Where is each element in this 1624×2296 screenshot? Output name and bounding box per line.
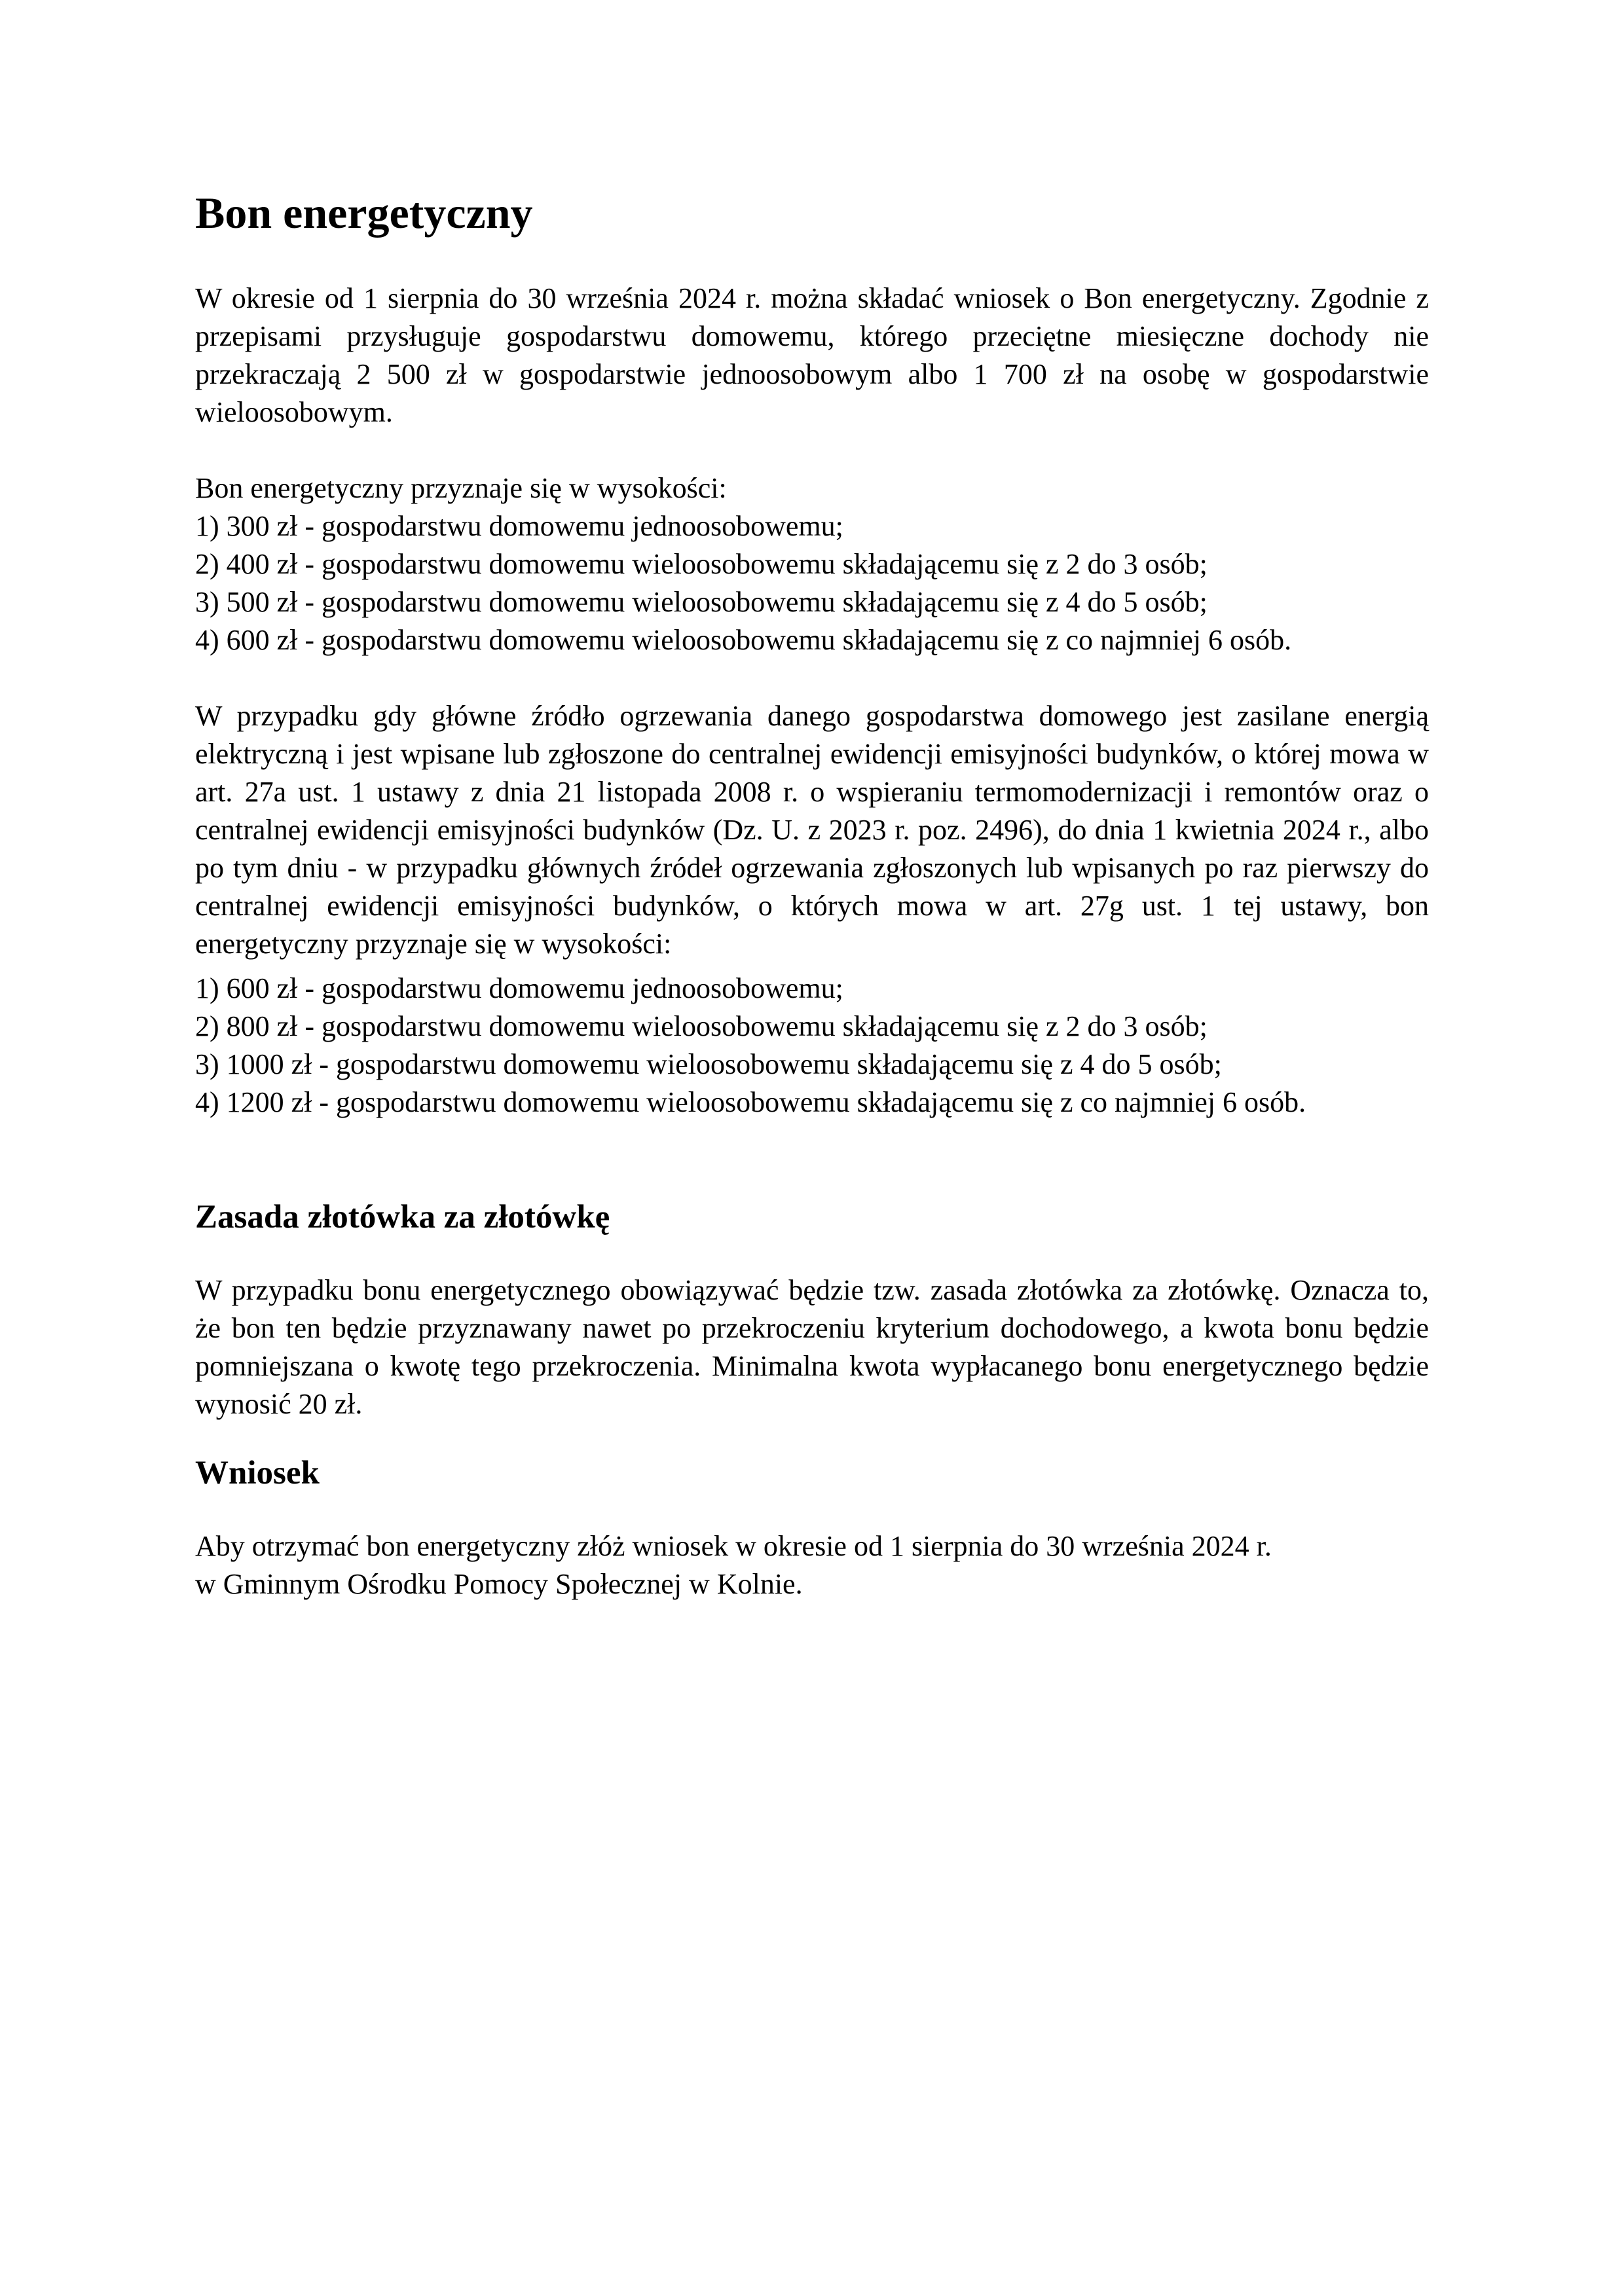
- spacer: [195, 963, 1429, 970]
- spacer: [195, 1121, 1429, 1197]
- list-item: 3) 500 zł - gospodarstwu domowemu wieloosobowemu składającemu się z 4 do 5 osób;: [195, 585, 1208, 618]
- application-line-1: Aby otrzymać bon energetyczny złóż wniosek w okresie od 1 sierpnia do 30 września 2024 r.: [195, 1529, 1272, 1562]
- intro-paragraph: W okresie od 1 sierpnia do 30 września 2024 r. można składać wniosek o Bon energetyczny. Zgodnie z przepisami przysługuje gospodarstwu domowemu, którego przeciętne miesięczne dochody nie przekraczają 2 500 zł w gospodarstwie jednoosobowym albo 1 700 zł na osobę w gospodarstwie wieloosobowym.: [195, 282, 1429, 428]
- amounts-list: [195, 507, 1429, 659]
- list-item: 1) 300 zł - gospodarstwu domowemu jednoosobowemu;: [195, 509, 843, 542]
- electric-amounts-list: [195, 970, 1429, 1121]
- electric-heating-paragraph: W przypadku gdy główne źródło ogrzewania danego gospodarstwa domowego jest zasilane energią elektryczną i jest wpisane lub zgłoszone do centralnej ewidencji emisyjności budynków, o której mowa w art. 27a ust. 1 ustawy z dnia 21 listopada 2008 r. o wspieraniu termomodernizacji i remontów oraz o centralnej ewidencji emisyjności budynków (Dz. U. z 2023 r. poz. 2496), do dnia 1 kwietnia 2024 r., albo po tym dniu - w przypadku głównych źródeł ogrzewania zgłoszonych lub wpisanych po raz pierwszy do centralnej ewidencji emisyjności budynków, o których mowa w art. 27g ust. 1 tej ustawy, bon energetyczny przyznaje się w wysokości:: [195, 699, 1429, 960]
- spacer: [195, 659, 1429, 697]
- list-item: 4) 600 zł - gospodarstwu domowemu wieloosobowemu składającemu się z co najmniej 6 osób.: [195, 623, 1292, 656]
- list-item: 2) 800 zł - gospodarstwu domowemu wieloosobowemu składającemu się z 2 do 3 osób;: [195, 1010, 1208, 1042]
- spacer: [195, 1423, 1429, 1453]
- section-heading-rule: Zasada złotówka za złotówkę: [195, 1198, 610, 1235]
- list-item: 1) 600 zł - gospodarstwu domowemu jednoosobowemu;: [195, 972, 843, 1004]
- list-item: 3) 1000 zł - gospodarstwu domowemu wieloosobowemu składającemu się z 4 do 5 osób;: [195, 1048, 1222, 1080]
- list-item: 4) 1200 zł - gospodarstwu domowemu wieloosobowemu składającemu się z co najmniej 6 osób.: [195, 1085, 1306, 1118]
- list-item: 2) 400 zł - gospodarstwu domowemu wieloosobowemu składającemu się z 2 do 3 osób;: [195, 547, 1208, 580]
- page-title: Bon energetyczny: [195, 188, 533, 238]
- rule-paragraph: W przypadku bonu energetycznego obowiązywać będzie tzw. zasada złotówka za złotówkę. Oznacza to, że bon ten będzie przyznawany nawet po przekroczeniu kryterium dochodowego, a kwota bonu będzie pomniejszana o kwotę tego przekroczenia. Minimalna kwota wypłacanego bonu energetycznego będzie wynosić 20 zł.: [195, 1273, 1429, 1420]
- section-heading-application: Wniosek: [195, 1454, 320, 1491]
- spacer: [195, 431, 1429, 469]
- amounts-intro: Bon energetyczny przyznaje się w wysokości:: [195, 471, 727, 504]
- document-page: [195, 187, 1429, 1603]
- application-line-2: w Gminnym Ośrodku Pomocy Społecznej w Kolnie.: [195, 1567, 803, 1600]
- application-paragraph: [195, 1527, 1429, 1603]
